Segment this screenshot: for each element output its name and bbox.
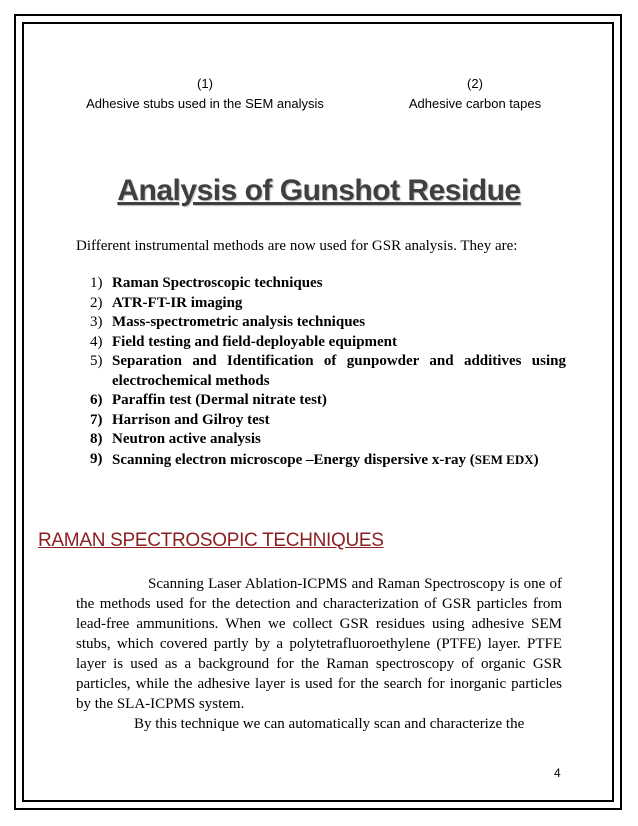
list-item: [90, 411, 566, 431]
page-number: 4: [554, 766, 561, 780]
list-item-number: 9): [90, 450, 103, 467]
list-item-text: Field testing and field-deployable equipment: [112, 333, 398, 350]
list-item: [90, 313, 566, 333]
list-item-number: 7): [90, 411, 103, 428]
list-item: [90, 352, 566, 391]
caption-1-number: (1): [197, 76, 213, 91]
list-item-number: 4): [90, 333, 103, 350]
list-item-number: 2): [90, 294, 103, 311]
list-item: [90, 333, 566, 353]
list-item: [90, 430, 566, 450]
section-title: RAMAN SPECTROSOPIC TECHNIQUES: [38, 530, 384, 551]
list-item-number: 8): [90, 431, 103, 447]
list-item-number: 5): [90, 353, 103, 369]
list-item: [90, 294, 566, 314]
list-item: [90, 450, 566, 471]
list-item-number: 3): [90, 314, 103, 330]
list-item-text: Paraffin test (Dermal nitrate test): [112, 392, 327, 408]
list-item-text: ATR-FT-IR imaging: [112, 294, 243, 311]
list-item-text-abbrev: SEM EDX: [474, 451, 534, 467]
list-item: [90, 391, 566, 411]
list-item-text-main: Scanning electron microscope –Energy dispersive x-ray (: [112, 451, 475, 468]
list-item: [90, 274, 566, 294]
list-item-number: 1): [90, 275, 103, 291]
list-item-text: [112, 450, 566, 471]
list-item-text: Separation and Identification of gunpowder and additives using electrochemical methods: [112, 353, 566, 389]
intro-text: Different instrumental methods are now used for GSR analysis. They are:: [76, 238, 518, 254]
list-item-text: Neutron active analysis: [112, 431, 261, 447]
methods-list: [90, 274, 566, 470]
caption-2-text: Adhesive carbon tapes: [408, 96, 542, 111]
paragraph: Scanning Laser Ablation-ICPMS and Raman Spectroscopy is one of the methods used for the detection and characterization of GSR particles from lead-free ammunitions. When we collect GSR residues using adhesive SEM stubs, which covered partly by a polytetrafluoroethylene (PTFE) layer. PTFE layer is used as a background for the Raman spectroscopy of organic GSR particles, while the adhesive layer is used for the search for inorganic particles by the SLA-ICPMS system.: [76, 576, 562, 712]
list-item-text: Mass-spectrometric analysis techniques: [112, 314, 366, 330]
page-title: Analysis of Gunshot Residue: [117, 174, 521, 207]
caption-1-text: Adhesive stubs used in the SEM analysis: [86, 96, 324, 111]
list-item-text: Harrison and Gilroy test: [112, 411, 270, 428]
caption-2: [390, 74, 560, 114]
caption-1: [80, 74, 330, 114]
caption-2-number: (2): [467, 76, 483, 91]
list-item-number: 6): [90, 392, 103, 408]
list-item-text-close: ): [533, 451, 539, 468]
paragraph: By this technique we can automatically scan and characterize the: [134, 716, 525, 732]
list-item-text: Raman Spectroscopic techniques: [112, 275, 323, 291]
body-text: [76, 574, 562, 734]
